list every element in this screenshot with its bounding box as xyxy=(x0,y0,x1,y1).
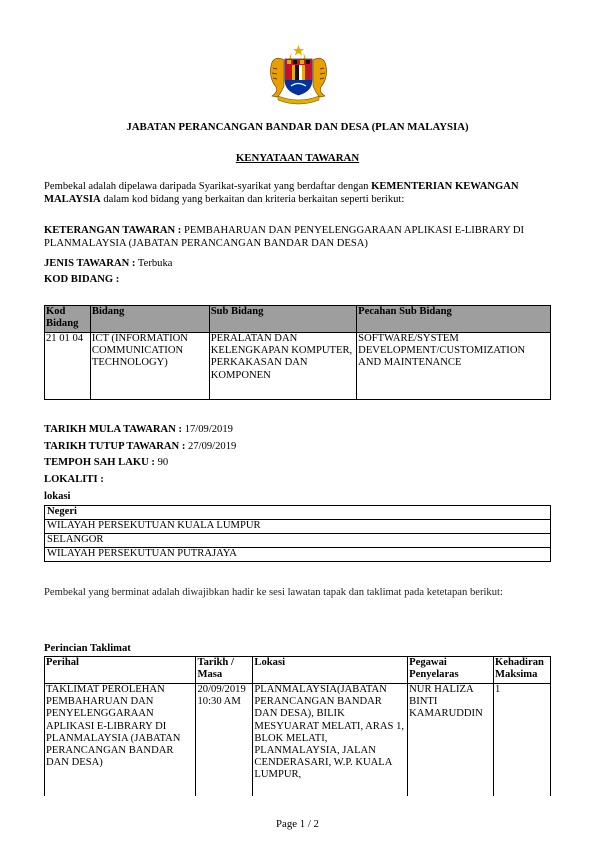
jenis-label: JENIS TAWARAN : xyxy=(44,258,136,269)
tarikh-mula-value: 17/09/2019 xyxy=(184,424,233,435)
col-pecahan-sub-bidang: Pecahan Sub Bidang xyxy=(357,306,551,333)
col-pegawai-penyelaras: Pegawai Penyelaras xyxy=(408,657,494,684)
coat-of-arms-logo xyxy=(260,44,337,106)
tarikh-tutup xyxy=(44,441,236,458)
cell-kod: 21 01 04 xyxy=(45,333,91,400)
table-row xyxy=(45,548,551,562)
col-kehadiran-maksima: Kehadiran Maksima xyxy=(494,657,551,684)
document-title: KENYATAAN TAWARAN xyxy=(235,152,360,164)
intro-paragraph xyxy=(44,181,551,206)
briefing-instruction: Pembekal yang berminat adalah diwajibkan hadir ke sesi lawatan tapak dan taklimat pada ketetapan berikut: xyxy=(44,587,503,598)
table-header-row xyxy=(45,306,551,333)
cell-pecahan: SOFTWARE/SYSTEM DEVELOPMENT/CUSTOMIZATION AND MAINTENANCE xyxy=(357,333,551,400)
keterangan-label: KETERANGAN TAWARAN : xyxy=(44,225,182,236)
keterangan-value: PEMBAHARUAN DAN PENYELENGGARAAN APLIKASI E-LIBRARY DI PLANMALAYSIA (JABATAN PERANCANGAN BANDAR DAN DESA) xyxy=(44,225,525,249)
cell-lokasi: PLANMALAYSIA(JABATAN PERANCANGAN BANDAR DAN DESA), BILIK MESYUARAT MELATI, ARAS 1, BLOK MELATI, PLANMALAYSIA, JALAN CENDERASARI, W.P. KUALA LUMPUR, xyxy=(253,684,408,797)
lokasi-table xyxy=(44,505,551,562)
page-number: Page 1 / 2 xyxy=(276,818,319,830)
cell-tarikh-masa: 20/09/2019 10:30 AM xyxy=(196,684,253,797)
jenis-tawaran xyxy=(44,258,172,271)
table-row xyxy=(45,534,551,548)
col-sub-bidang: Sub Bidang xyxy=(209,306,356,333)
table-header-row xyxy=(45,506,551,520)
perincian-taklimat-title: Perincian Taklimat xyxy=(44,643,131,654)
ministry-name: KEMENTERIAN KEWANGAN MALAYSIA xyxy=(44,181,519,205)
col-tarikh-masa: Tarikh / Masa xyxy=(196,657,253,684)
crest-icon xyxy=(260,44,337,106)
briefing-table xyxy=(44,656,551,796)
table-row xyxy=(45,333,551,400)
lokasi-label: lokasi xyxy=(44,491,71,502)
tarikh-tutup-label: TARIKH TUTUP TAWARAN : xyxy=(44,440,186,452)
tempoh-sah-laku xyxy=(44,457,236,474)
intro-text-after: dalam kod bidang yang berkaitan dan kriteria berkaitan seperti berikut: xyxy=(100,193,405,205)
col-perihal: Perihal xyxy=(45,657,196,684)
tarikh-mula-label: TARIKH MULA TAWARAN : xyxy=(44,424,183,435)
tempoh-value: 90 xyxy=(157,457,169,469)
cell-pegawai: NUR HALIZA BINTI KAMARUDDIN xyxy=(408,684,494,797)
kod-bidang-table xyxy=(44,305,551,400)
agency-name: JABATAN PERANCANGAN BANDAR DAN DESA (PLAN MALAYSIA) xyxy=(126,121,469,133)
jenis-value: Terbuka xyxy=(137,258,173,269)
table-row xyxy=(45,520,551,534)
cell-negeri: SELANGOR xyxy=(45,534,551,548)
col-negeri: Negeri xyxy=(45,506,551,520)
tarikh-mula xyxy=(44,424,236,441)
col-bidang: Bidang xyxy=(90,306,209,333)
kod-bidang-label: KOD BIDANG : xyxy=(44,274,120,285)
tempoh-label: TEMPOH SAH LAKU : xyxy=(44,457,155,469)
lokaliti-label: LOKALITI : xyxy=(44,474,104,486)
tarikh-tutup-value: 27/09/2019 xyxy=(188,440,237,452)
cell-negeri: WILAYAH PERSEKUTUAN KUALA LUMPUR xyxy=(45,520,551,534)
intro-text-before: Pembekal adalah dipelawa daripada Syarikat-syarikat yang berdaftar dengan xyxy=(44,181,372,192)
table-row xyxy=(45,684,551,797)
col-lokasi: Lokasi xyxy=(253,657,408,684)
cell-bidang: ICT (INFORMATION COMMUNICATION TECHNOLOGY) xyxy=(90,333,209,400)
table-header-row xyxy=(45,657,551,684)
tender-dates xyxy=(44,424,236,491)
cell-sub-bidang: PERALATAN DAN KELENGKAPAN KOMPUTER, PERKAKASAN DAN KOMPONEN xyxy=(209,333,356,400)
cell-perihal: TAKLIMAT PEROLEHAN PEMBAHARUAN DAN PENYELENGGARAAN APLIKASI E-LIBRARY DI PLANMALAYSIA (JABATAN PERANCANGAN BANDAR DAN DESA) xyxy=(45,684,196,797)
cell-kehadiran: 1 xyxy=(494,684,551,797)
col-kod-bidang: Kod Bidang xyxy=(45,306,91,333)
cell-negeri: WILAYAH PERSEKUTUAN PUTRAJAYA xyxy=(45,548,551,562)
keterangan-tawaran xyxy=(44,225,551,250)
